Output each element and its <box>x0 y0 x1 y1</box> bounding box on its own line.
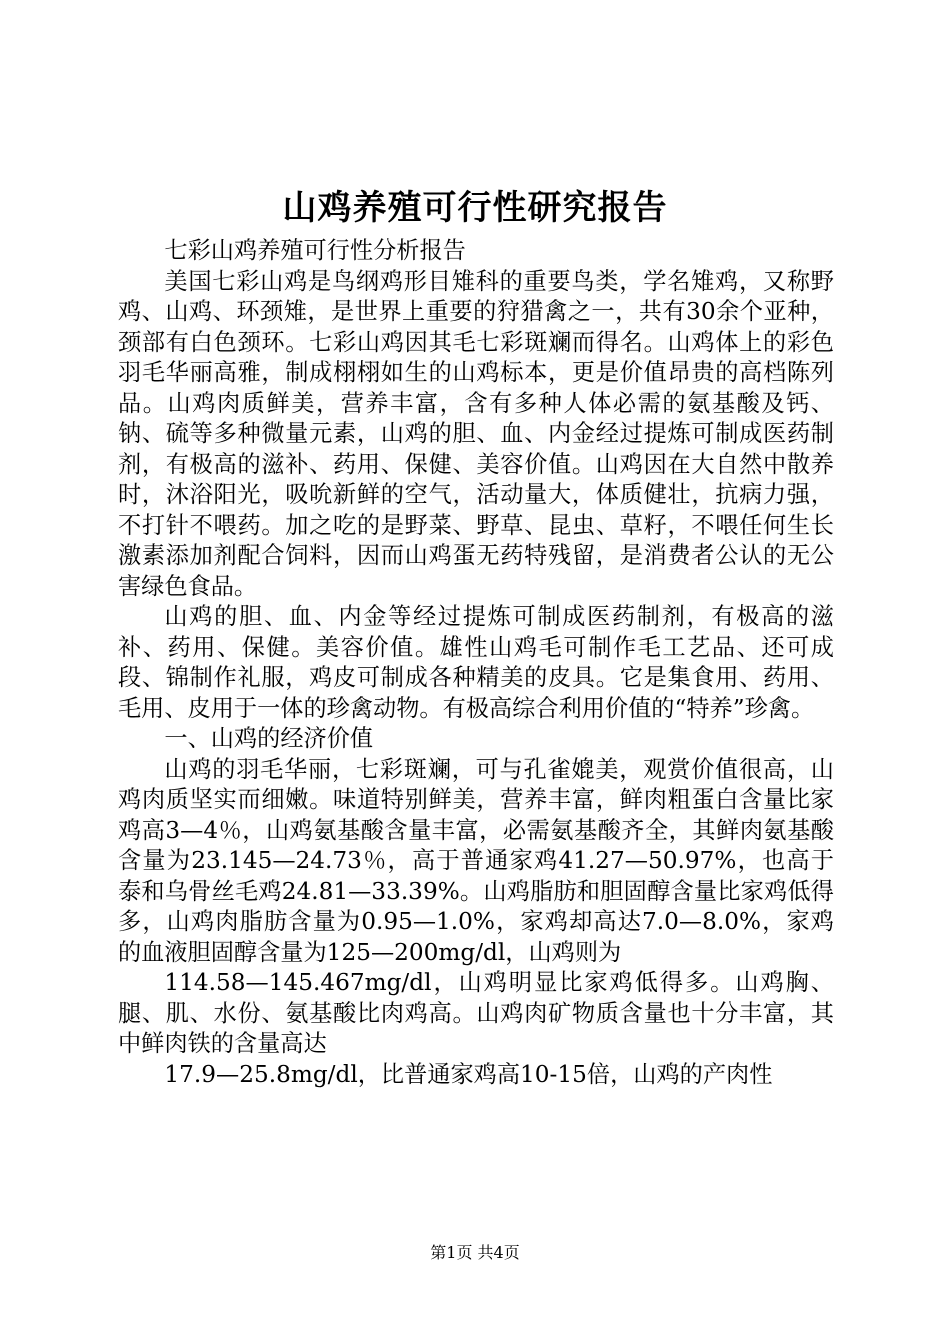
body-paragraph: 山鸡的胆、血、内金等经过提炼可制成医药制剂，有极高的滋补、药用、保健。美容价值。雄性山鸡毛可制作毛工艺品、还可成段、锦制作礼服，鸡皮可制成各种精美的皮具。它是集食用、药用、毛用、皮用于一体的珍禽动物。有极高综合利用价值的“特养”珍禽。 <box>118 603 834 722</box>
body-paragraph: 17.9—25.8mg/dl，比普通家鸡高10-15倍，山鸡的产肉性 <box>164 1060 773 1088</box>
section-heading: 一、山鸡的经济价值 <box>164 725 374 752</box>
body-paragraph: 山鸡的羽毛华丽，七彩斑斓，可与孔雀媲美，观赏价值很高，山鸡肉质坚实而细嫩。味道特别鲜美，营养丰富，鲜肉粗蛋白含量比家鸡高3—4％，山鸡氨基酸含量丰富，必需氨基酸齐全，其鲜肉氨基酸含量为23.145—24.73％，高于普通家鸡41.27—50.97%，也高于泰和乌骨丝毛鸡24.81—33.39%。山鸡脂肪和胆固醇含量比家鸡低得多，山鸡肉脂肪含量为0.95—1.0%，家鸡却高达7.0—8.0%，家鸡的血液胆固醇含量为125—200mg/dl，山鸡则为 <box>118 755 834 966</box>
document-title: 山鸡养殖可行性研究报告 <box>282 188 668 228</box>
body-paragraph: 美国七彩山鸡是鸟纲鸡形目雉科的重要鸟类，学名雉鸡，又称野鸡、山鸡、环颈雉，是世界上重要的狩猎禽之一，共有30余个亚种，颈部有白色颈环。七彩山鸡因其毛七彩斑斓而得名。山鸡体上的彩色羽毛华丽高雅，制成栩栩如生的山鸡标本，更是价值昂贵的高档陈列品。山鸡肉质鲜美，营养丰富，含有多种人体必需的氨基酸及钙、钠、硫等多种微量元素，山鸡的胆、血、内金经过提炼可制成医药制剂，有极高的滋补、药用、保健、美容价值。山鸡因在大自然中散养时，沐浴阳光，吸吮新鲜的空气，活动量大，体质健壮，抗病力强，不打针不喂药。加之吃的是野菜、野草、昆虫、草籽，不喂任何生长激素添加剂配合饲料，因而山鸡蛋无药特残留，是消费者公认的无公害绿色食品。 <box>118 267 834 600</box>
subtitle-paragraph: 七彩山鸡养殖可行性分析报告 <box>164 237 466 264</box>
document-body <box>118 236 834 1090</box>
page-footer: 第1页 共4页 <box>430 1243 520 1262</box>
body-paragraph: 114.58—145.467mg/dl，山鸡明显比家鸡低得多。山鸡胸、腿、肌、水份、氨基酸比肉鸡高。山鸡肉矿物质含量也十分丰富，其中鲜肉铁的含量高达 <box>118 969 834 1057</box>
